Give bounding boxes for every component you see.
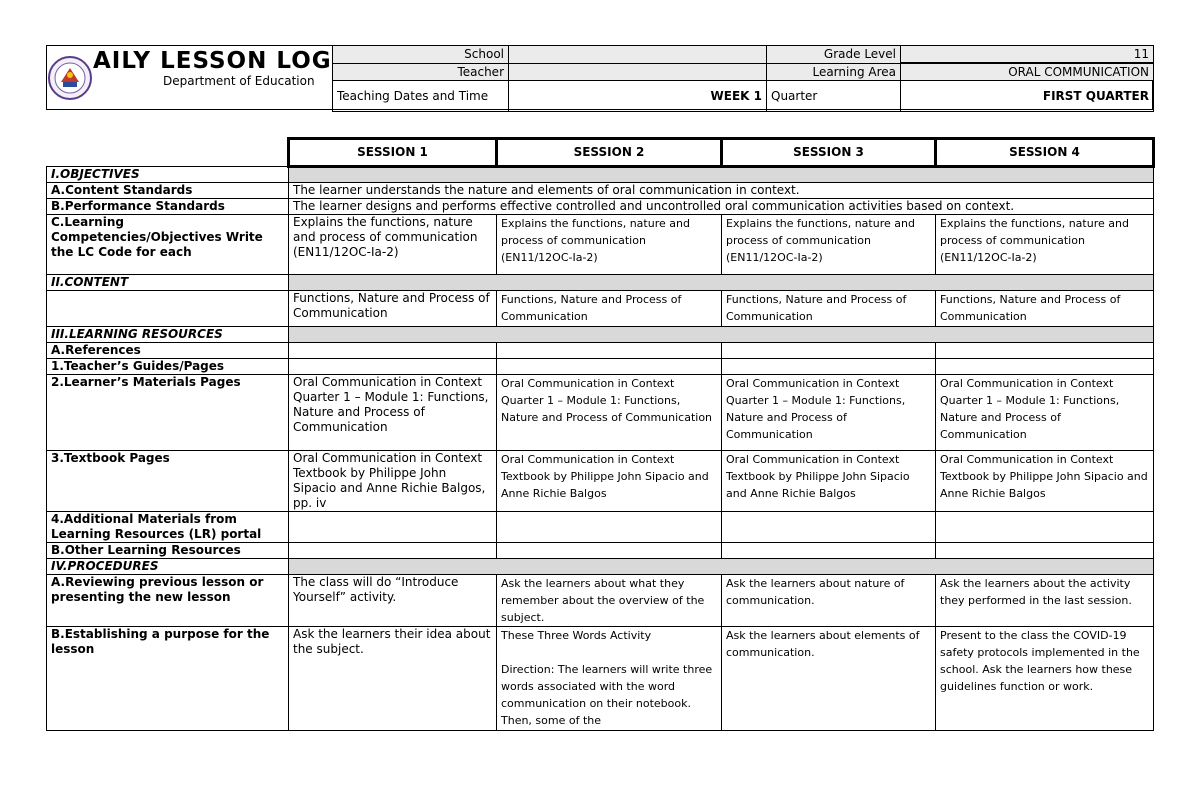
purpose-session-2 [497, 627, 722, 731]
learners-materials-label: 2.Learner’s Materials Pages [47, 375, 289, 451]
reviewing-session-3: Ask the learners about nature of communication. [722, 575, 936, 627]
table-row [47, 575, 1154, 627]
table-row [47, 512, 1154, 543]
competencies-session-3: Explains the functions, nature and process of communication (EN11/12OC-Ia-2) [722, 215, 936, 275]
performance-standards-label: B.Performance Standards [47, 199, 289, 215]
references-session-1 [289, 343, 497, 359]
content-label-empty [47, 291, 289, 327]
purpose-session-1: Ask the learners their idea about the subject. [289, 627, 497, 731]
content-session-1: Functions, Nature and Process of Communication [289, 291, 497, 327]
content-standards-label: A.Content Standards [47, 183, 289, 199]
activity-directions: Direction: The learners will write three words associated with the word communication on their notebook. Then, some of the [501, 663, 713, 727]
section-resources: III.LEARNING RESOURCES [47, 327, 289, 343]
section-row [47, 559, 1154, 575]
spacer [501, 644, 717, 661]
grade-level-value[interactable]: 11 [901, 46, 1154, 64]
additional-materials-session-3 [722, 512, 936, 543]
learners-materials-session-1: Oral Communication in Context Quarter 1 – Module 1: Functions, Nature and Process of Communication [289, 375, 497, 451]
table-row [47, 543, 1154, 559]
header-row [333, 46, 1154, 64]
textbook-label: 3.Textbook Pages [47, 451, 289, 512]
textbook-session-2: Oral Communication in Context Textbook by Philippe John Sipacio and Anne Richie Balgos [497, 451, 722, 512]
reviewing-session-4: Ask the learners about the activity they performed in the last session. [936, 575, 1154, 627]
school-field[interactable] [509, 46, 767, 64]
section-shade [289, 559, 1154, 575]
content-session-4: Functions, Nature and Process of Communication [936, 291, 1154, 327]
quarter-value[interactable]: FIRST QUARTER [901, 81, 1154, 112]
learning-area-label: Learning Area [767, 63, 901, 81]
section-row [47, 275, 1154, 291]
section-shade [289, 327, 1154, 343]
quarter-label: Quarter [767, 81, 901, 112]
learners-materials-session-3: Oral Communication in Context Quarter 1 – Module 1: Functions, Nature and Process of Communication [722, 375, 936, 451]
table-row [47, 199, 1154, 215]
content-session-2: Functions, Nature and Process of Communication [497, 291, 722, 327]
section-shade [289, 167, 1154, 183]
textbook-session-4: Oral Communication in Context Textbook by Philippe John Sipacio and Anne Richie Balgos [936, 451, 1154, 512]
school-label: School [333, 46, 509, 64]
table-row [47, 359, 1154, 375]
other-resources-session-1 [289, 543, 497, 559]
references-session-4 [936, 343, 1154, 359]
competencies-session-2: Explains the functions, nature and process of communication (EN11/12OC-Ia-2) [497, 215, 722, 275]
reviewing-session-1: The class will do “Introduce Yourself” activity. [289, 575, 497, 627]
activity-title: These Three Words Activity [501, 629, 652, 642]
textbook-session-3: Oral Communication in Context Textbook by Philippe John Sipacio and Anne Richie Balgos [722, 451, 936, 512]
table-row [47, 451, 1154, 512]
additional-materials-session-2 [497, 512, 722, 543]
content-session-3: Functions, Nature and Process of Communication [722, 291, 936, 327]
grade-level-label: Grade Level [767, 46, 901, 64]
reviewing-label: A.Reviewing previous lesson or presenting the new lesson [47, 575, 289, 627]
blank-corner [47, 139, 289, 167]
purpose-session-4: Present to the class the COVID-19 safety protocols implemented in the school. Ask the learners how these guidelines function or work. [936, 627, 1154, 731]
additional-materials-label: 4.Additional Materials from Learning Resources (LR) portal [47, 512, 289, 543]
section-procedures: IV.PROCEDURES [47, 559, 289, 575]
section-row [47, 327, 1154, 343]
session-4-header: SESSION 4 [936, 139, 1154, 167]
teaching-dates-label: Teaching Dates and Time [333, 81, 509, 112]
competencies-session-4: Explains the functions, nature and process of communication (EN11/12OC-Ia-2) [936, 215, 1154, 275]
header-info-table [332, 45, 1154, 112]
teachers-guides-session-2 [497, 359, 722, 375]
table-row [47, 375, 1154, 451]
section-shade [289, 275, 1154, 291]
table-row [47, 627, 1154, 731]
section-objectives: I.OBJECTIVES [47, 167, 289, 183]
deped-seal-icon [47, 48, 93, 108]
references-label: A.References [47, 343, 289, 359]
purpose-label: B.Establishing a purpose for the lesson [47, 627, 289, 731]
teacher-field[interactable] [509, 63, 767, 81]
table-row [47, 291, 1154, 327]
references-session-3 [722, 343, 936, 359]
additional-materials-session-1 [289, 512, 497, 543]
department-name: Department of Education [163, 74, 315, 88]
session-2-header: SESSION 2 [497, 139, 722, 167]
session-1-header: SESSION 1 [289, 139, 497, 167]
performance-standards-text: The learner designs and performs effective controlled and uncontrolled oral communication activities based on context. [289, 199, 1154, 215]
table-row [47, 183, 1154, 199]
textbook-session-1: Oral Communication in Context Textbook by Philippe John Sipacio and Anne Richie Balgos, pp. iv [289, 451, 497, 512]
teachers-guides-session-4 [936, 359, 1154, 375]
section-content: II.CONTENT [47, 275, 289, 291]
section-row [47, 167, 1154, 183]
teachers-guides-label: 1.Teacher’s Guides/Pages [47, 359, 289, 375]
session-3-header: SESSION 3 [722, 139, 936, 167]
teacher-label: Teacher [333, 63, 509, 81]
other-resources-label: B.Other Learning Resources [47, 543, 289, 559]
competencies-label: C.Learning Competencies/Objectives Write the LC Code for each [47, 215, 289, 275]
table-row [47, 343, 1154, 359]
header-row [333, 81, 1154, 112]
competencies-session-1: Explains the functions, nature and process of communication (EN11/12OC-Ia-2) [289, 215, 497, 275]
lesson-log-table [46, 137, 1155, 731]
references-session-2 [497, 343, 722, 359]
learners-materials-session-2: Oral Communication in Context Quarter 1 – Module 1: Functions, Nature and Process of Communication [497, 375, 722, 451]
learning-area-value[interactable]: ORAL COMMUNICATION [901, 63, 1154, 81]
table-row [47, 215, 1154, 275]
reviewing-session-2: Ask the learners about what they remember about the overview of the subject. [497, 575, 722, 627]
header-row [333, 63, 1154, 81]
other-resources-session-4 [936, 543, 1154, 559]
additional-materials-session-4 [936, 512, 1154, 543]
other-resources-session-3 [722, 543, 936, 559]
other-resources-session-2 [497, 543, 722, 559]
teaching-dates-value[interactable]: WEEK 1 [509, 81, 767, 112]
page-title: AILY LESSON LOG [93, 48, 332, 74]
teachers-guides-session-3 [722, 359, 936, 375]
learners-materials-session-4: Oral Communication in Context Quarter 1 – Module 1: Functions, Nature and Process of Communication [936, 375, 1154, 451]
content-standards-text: The learner understands the nature and elements of oral communication in context. [289, 183, 1154, 199]
purpose-session-3: Ask the learners about elements of communication. [722, 627, 936, 731]
teachers-guides-session-1 [289, 359, 497, 375]
session-header-row [47, 139, 1154, 167]
